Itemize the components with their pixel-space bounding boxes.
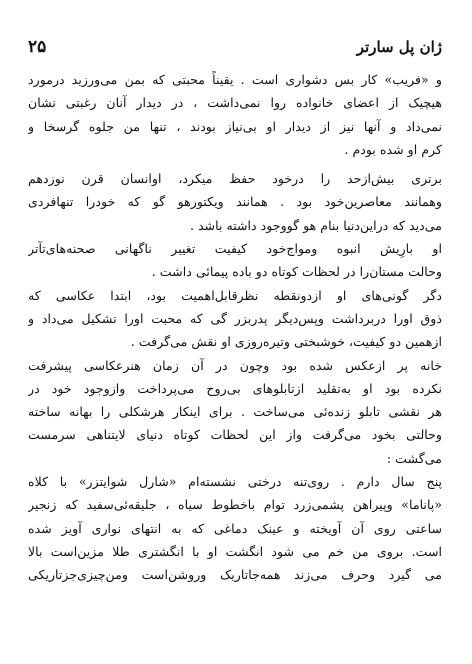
text-line: ساعتی روی آن آویخته و عینک دماغی که به انتهای نواری آویز شده bbox=[28, 520, 442, 536]
text-line: وهمانند معاصرین‌خود بود . همانند ویکتورهو گو که خودرا تنهافردی bbox=[28, 194, 442, 210]
text-line: نمی‌داد و آنها نیز از دیدار او بی‌نیاز بودند ، تنها من جلوه گرسخا و bbox=[28, 118, 442, 134]
text-line: او بارِیش انبوه ومواج‌خود کیفیت تغییر ناگهانی صحنه‌های‌تآتر bbox=[28, 241, 442, 257]
text-line: خانه پر ازعکس شده بود وچون در آن زمان هنرعکاسی پیشرفت bbox=[28, 357, 442, 373]
text-line: برتری بیش‌ازحد را درخود حفظ میکرد، اوانسان قرن نوزدهم bbox=[28, 171, 442, 187]
text-line: می‌گشت : bbox=[386, 450, 442, 466]
paragraph-4 bbox=[28, 284, 442, 354]
page-header bbox=[28, 36, 442, 62]
text-line: ذوق اورا دربرداشت وپس‌دیگر پدربزر گی که محبت اورا تشکیل می‌داد و bbox=[28, 310, 442, 326]
page-number: ۲۵ bbox=[28, 37, 47, 57]
text-line: پنج سال دارم . روی‌تنه درختی نشسته‌ام «شارل شوایتزر» با کلاه bbox=[28, 474, 442, 490]
paragraph-3 bbox=[28, 237, 442, 284]
paragraph-6 bbox=[28, 470, 442, 586]
paragraph-1 bbox=[28, 68, 442, 161]
text-line: نکرده بود او به‌تقلید ازتابلوهای بی‌روح می‌پرداخت وازوجود خود در bbox=[28, 380, 442, 396]
text-line: وحالت مستان‌را در لحظات کوتاه دو باده پیمائی داشت . bbox=[151, 264, 442, 280]
text-line: می‌دید که دراین‌دنیا بنام هو گووجود داشته باشد . bbox=[189, 217, 442, 233]
paragraph-2 bbox=[28, 167, 442, 237]
text-line: و «فریب» کار بس دشواری است . یقیناً محبتی که بمن می‌ورزید درمورد bbox=[28, 72, 442, 87]
text-line: می گیرد وحرف می‌زند همه‌جاتاریک وروشن‌است ومن‌چیزی‌جزتاریکی bbox=[28, 567, 442, 583]
running-title: ژان‌ پل‌ سارتر bbox=[356, 38, 442, 56]
text-line: کرم او شده بودم . bbox=[344, 141, 442, 157]
text-line: وحالتی بخود می‌گرفت واز این لحظات کوتاه دنیای لایتناهی سرمست bbox=[28, 427, 442, 443]
text-line: دگر گونی‌های او ازدونقطه نظرقابل‌اهمیت بود، ابتدا عکاسی که bbox=[28, 287, 442, 303]
paragraph-5 bbox=[28, 354, 442, 470]
text-line: هیچیک از اعضای خانواده روا نمی‌داشت ، در دیدار آنان رغبتی نشان bbox=[28, 95, 442, 111]
body-text bbox=[28, 68, 442, 664]
text-line: است. بروی من خم می شود انگشت او با انگشتری طلا مزین‌است بالا bbox=[28, 543, 442, 559]
text-line: هر نقشی تابلو زنده‌ئی می‌ساخت . برای اینکار هرشکلی را بهانه ساخته bbox=[28, 404, 442, 420]
text-line: «پاناما» وپیراهن پشمی‌زرد توام باخطوط سیاه ، جلیقه‌ئی‌سفید که زنجیر bbox=[28, 497, 442, 513]
text-line: ازهمین دو کیفیت، خوشبختی وتیره‌روزی او نقش می‌گرفت . bbox=[130, 334, 442, 350]
